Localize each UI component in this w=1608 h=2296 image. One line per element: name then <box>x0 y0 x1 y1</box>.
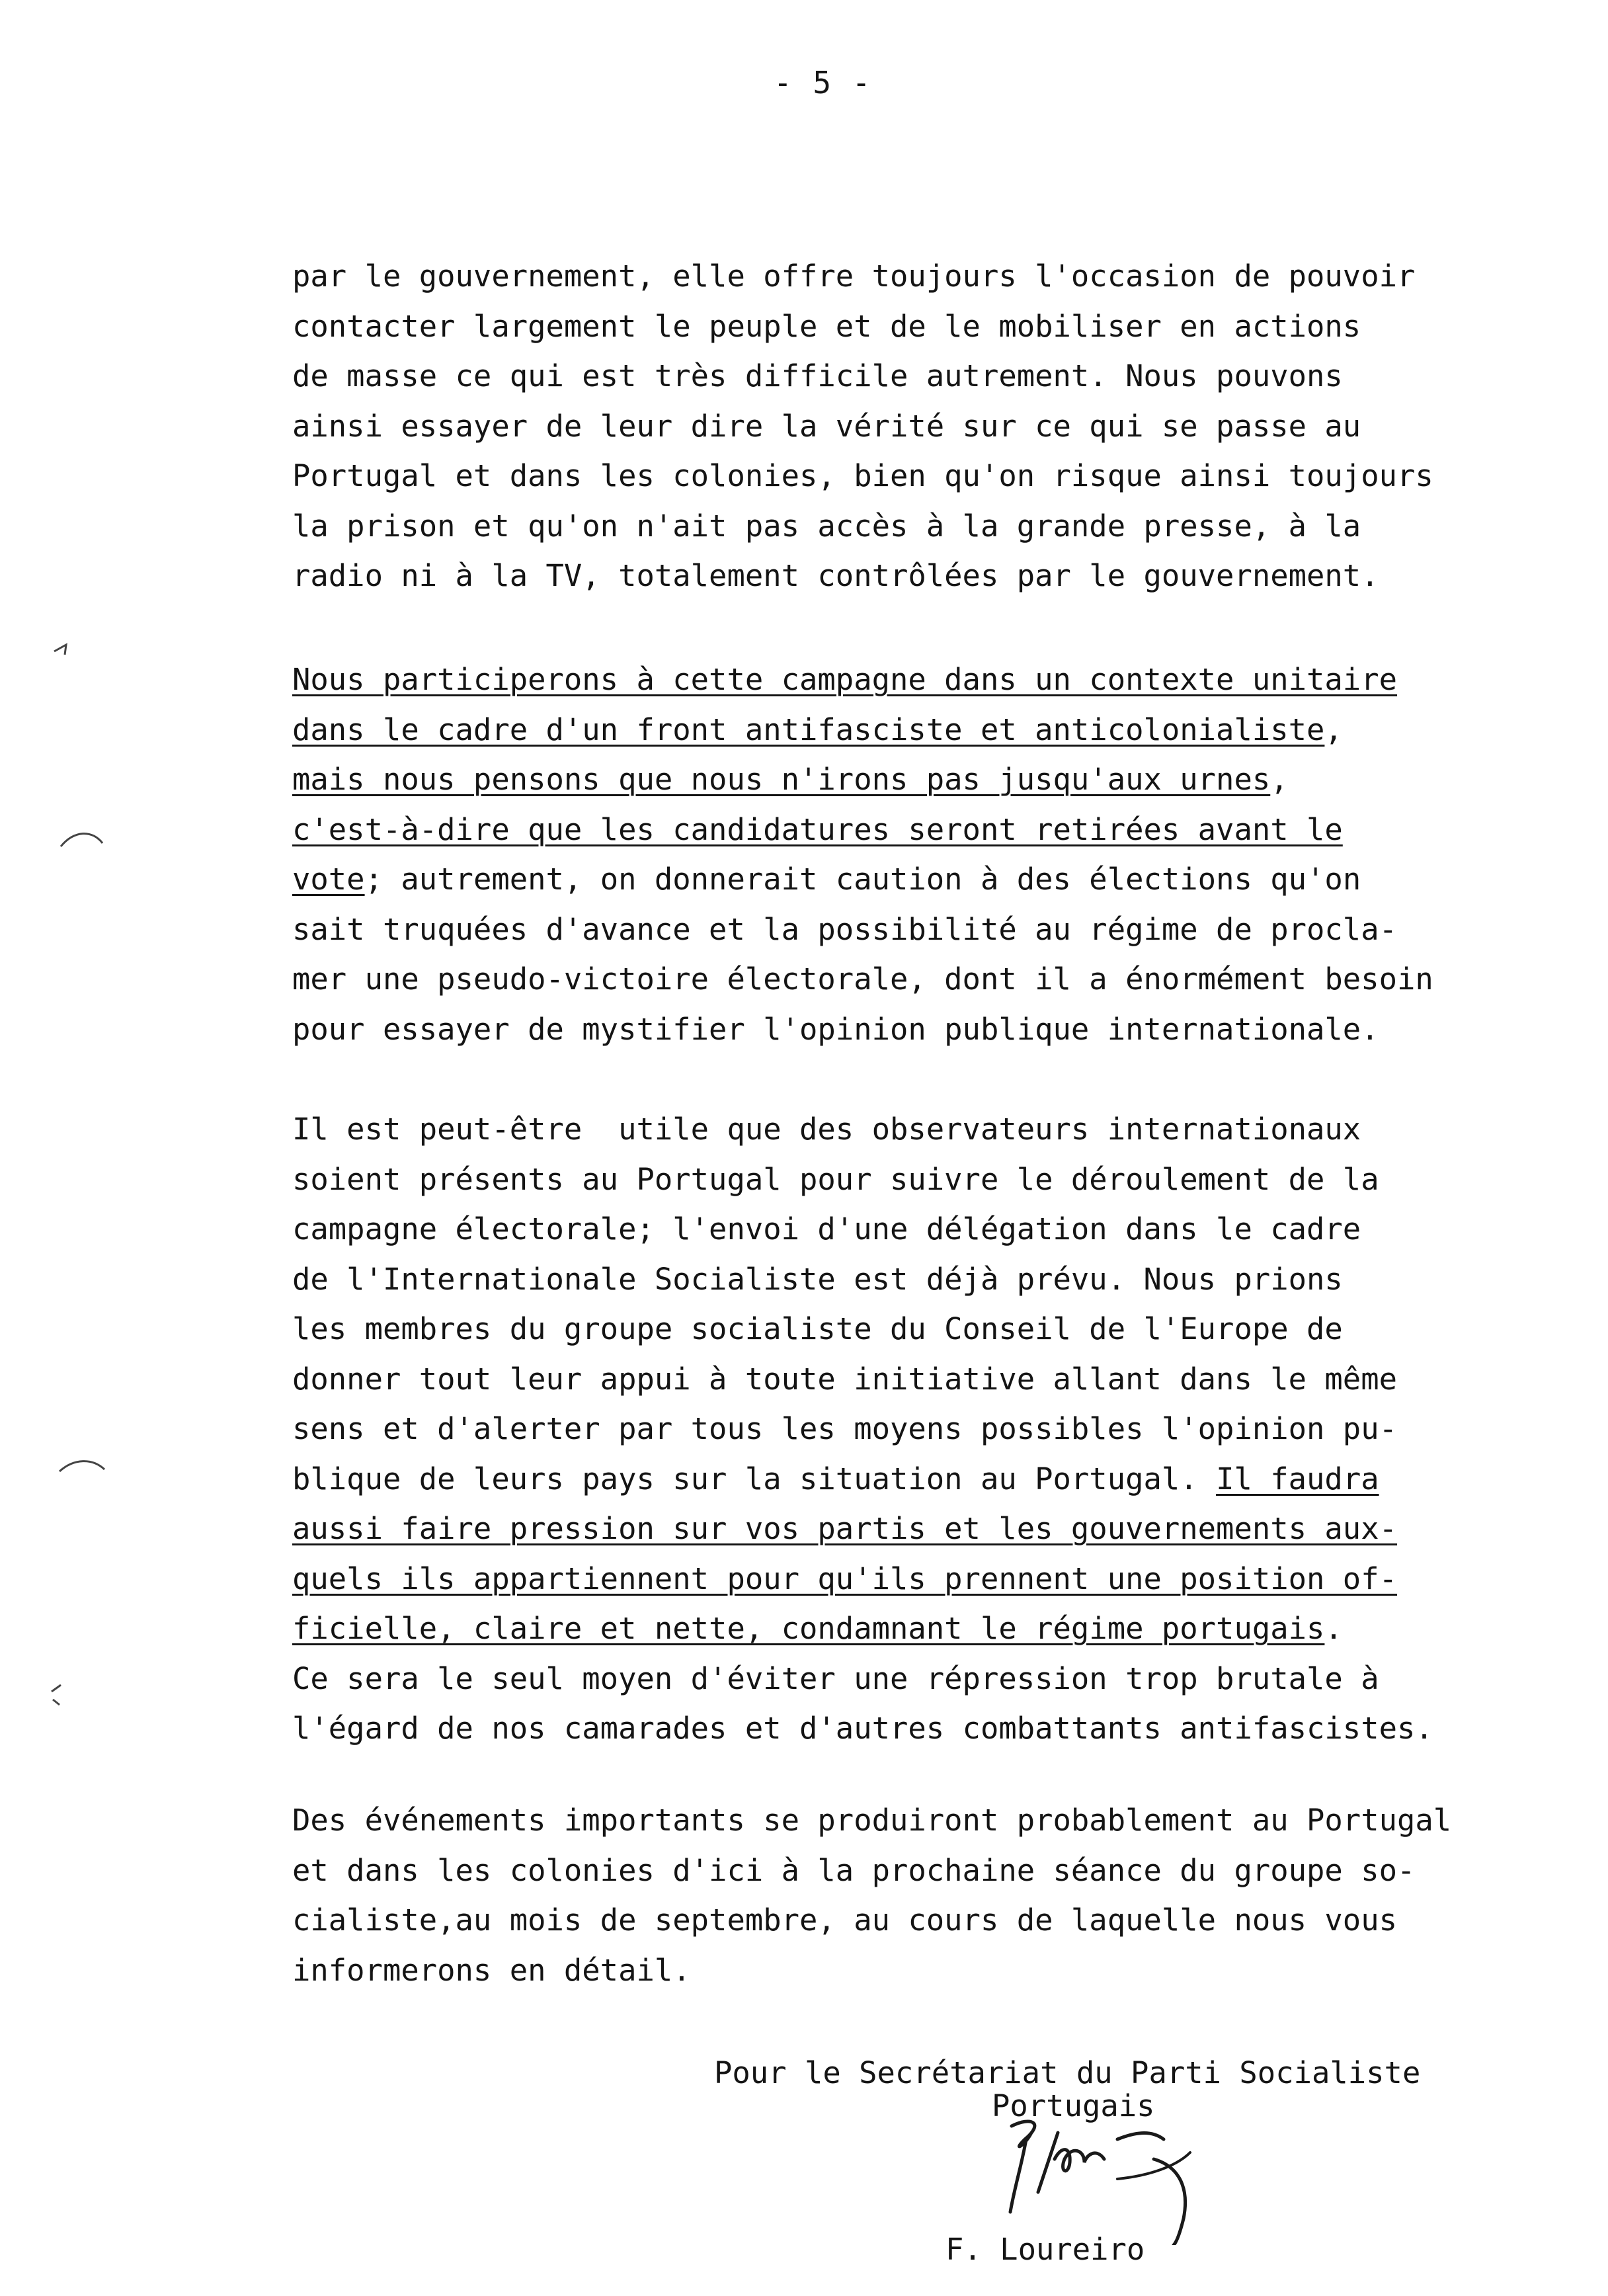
text-segment: cialiste,au mois de septembre, au cours de laquelle nous vous <box>292 1903 1397 1938</box>
text-segment: ; autrement, on donnerait caution à des élections qu'on <box>364 862 1361 897</box>
text-segment: de l'Internationale Socialiste est déjà prévu. Nous prions <box>292 1261 1343 1297</box>
text-segment: , <box>1324 712 1343 747</box>
text-segment: blique de leurs pays sur la situation au Portugal. <box>292 1461 1217 1496</box>
text-segment: soient présents au Portugal pour suivre le déroulement de la <box>292 1161 1379 1197</box>
text-segment: radio ni à la TV, totalement contrôlées par le gouvernement. <box>292 558 1379 593</box>
text-segment: informerons en détail. <box>292 1952 691 1988</box>
text-segment: campagne électorale; l'envoi d'une délégation dans le cadre <box>292 1211 1361 1247</box>
underlined-text: ficielle, claire et nette, condamnant le régime portugais <box>292 1611 1325 1646</box>
text-segment: les membres du groupe socialiste du Conseil de l'Europe de <box>292 1311 1343 1346</box>
text-segment: , <box>1270 762 1289 797</box>
text-segment: la prison et qu'on n'ait pas accès à la grande presse, à la <box>292 508 1361 544</box>
text-segment: ainsi essayer de leur dire la vérité sur ce qui se passe au <box>292 408 1361 444</box>
text-segment: sait truquées d'avance et la possibilité au régime de procla- <box>292 911 1397 947</box>
closing-line-1: Pour le Secrétariat du Parti Socialiste <box>714 2055 1421 2090</box>
underlined-text: c'est-à-dire que les candidatures seront retirées avant le <box>292 811 1343 847</box>
text-segment: pour essayer de mystifier l'opinion publique internationale. <box>292 1011 1379 1047</box>
text-segment: l'égard de nos camarades et d'autres combattants antifascistes. <box>292 1711 1433 1746</box>
text-segment: contacter largement le peuple et de le mobiliser en actions <box>292 308 1361 344</box>
underlined-text: aussi faire pression sur vos partis et les gouvernements aux- <box>292 1511 1397 1546</box>
text-segment: Portugal et dans les colonies, bien qu'on risque ainsi toujours <box>292 458 1433 493</box>
text-segment: par le gouvernement, elle offre toujours l'occasion de pouvoir <box>292 259 1416 294</box>
text-segment: Des événements importants se produiront probablement au Portugal <box>292 1803 1452 1838</box>
page-number: - 5 - <box>774 65 872 101</box>
underlined-text: dans le cadre d'un front antifasciste et anticolonialiste <box>292 712 1325 747</box>
text-segment: . <box>1324 1611 1343 1646</box>
underlined-text: quels ils appartiennent pour qu'ils prennent une position of- <box>292 1561 1397 1596</box>
text-segment: Ce sera le seul moyen d'éviter une répression trop brutale à <box>292 1660 1379 1696</box>
text-segment: donner tout leur appui à toute initiative allant dans le même <box>292 1361 1397 1397</box>
text-segment: Il est peut-être utile que des observateurs internationaux <box>292 1112 1361 1147</box>
text-segment: sens et d'alerter par tous les moyens possibles l'opinion pu- <box>292 1411 1397 1446</box>
underlined-text: vote <box>292 862 365 897</box>
underlined-text: mais nous pensons que nous n'irons pas jusqu'aux urnes <box>292 762 1271 797</box>
text-segment: de masse ce qui est très difficile autrement. Nous pouvons <box>292 358 1343 393</box>
closing-line-2: Portugais <box>992 2088 1155 2123</box>
text-segment: et dans les colonies d'ici à la prochaine séance du groupe so- <box>292 1852 1416 1888</box>
text-segment: mer une pseudo-victoire électorale, dont il a énormément besoin <box>292 962 1433 997</box>
underlined-text: Nous participerons à cette campagne dans un contexte unitaire <box>292 662 1397 697</box>
signer-name: F. Loureiro <box>945 2232 1145 2267</box>
underlined-text: Il faudra <box>1216 1461 1379 1496</box>
